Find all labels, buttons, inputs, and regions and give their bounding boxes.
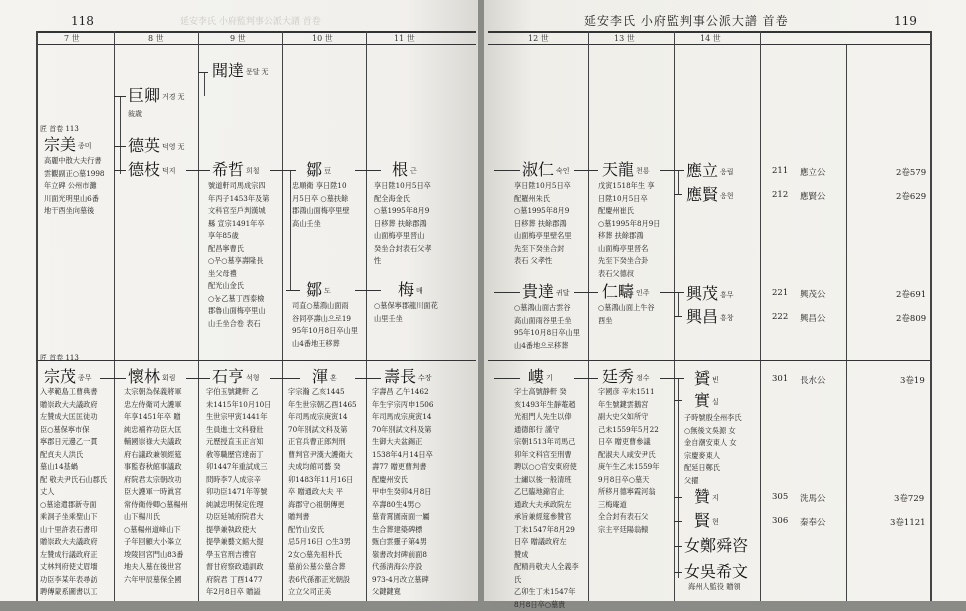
person-note: 敍歳 [128, 110, 142, 118]
person-name: 贊지 [694, 487, 719, 506]
person-note: ○墓鴻山面上牛谷 酉坐 [598, 303, 655, 325]
person-note: ○墓鴻山面古雲谷 高山面雨谷里壬坐 95年10月8日卒山里 山4番地으로移葬 [514, 303, 580, 350]
person-name: 貴達 귀달 [522, 282, 570, 301]
index-ref: 3卷19 [900, 376, 925, 386]
person-name: 壽長 수장 [384, 367, 432, 386]
person-note: 海州人監役 贈領 [688, 582, 741, 591]
index-number: 301 [772, 374, 789, 384]
person-name: 實실 [694, 391, 719, 410]
lineage-connector [674, 400, 682, 401]
index-ref: 3卷1121 [890, 518, 926, 528]
index-number: 221 [772, 288, 789, 298]
lineage-connector [120, 96, 121, 174]
page-number: 118 [71, 14, 94, 28]
person-name: 廷秀 정수 [602, 367, 650, 386]
lineage-connector [678, 378, 679, 578]
person-name: 德英 덕영 无 [128, 136, 185, 155]
left-border [36, 31, 38, 601]
lineage-connector [270, 378, 300, 379]
lineage-connector [674, 194, 682, 195]
person-note: 字壽昌 乙午1462 年生宇宗丙申1506 年司馬成宗庚寅14 70年別試文科及第 生御大夫盆錫正 1538年4月14日卒 壽77 贈更曹判書 配慶州安氏 甲申生癸卯4月8日 卒壽80生4男○ 墓青霄園南面一屬 生合葬建築碑標 甄白雲靈子第4男 嶺書改封碑前面8 代孫淸海公序設 973-4月改立墓碑 父鍵鍵寬 [372, 387, 434, 596]
person-name: 嶁기 [528, 367, 553, 386]
person-name: 女吳希文 [684, 562, 749, 581]
index-name: 洗馬公 [800, 494, 826, 504]
person-note: ○墓保寧郡龍川面花 山里壬坐 [374, 301, 438, 323]
lineage-connector [574, 170, 598, 171]
lineage-connector [574, 292, 598, 293]
index-ref: 2卷579 [896, 168, 927, 178]
lineage-connector [355, 290, 381, 291]
index-number: 305 [772, 492, 789, 502]
lineage-connector [574, 378, 598, 379]
person-name: 希哲 희철 [212, 160, 260, 179]
person-name: 應賢 응현 [686, 185, 734, 204]
index-name: 應賢公 [800, 192, 826, 202]
lineage-connector [355, 378, 381, 379]
bleed-through-text: 延安李氏 小府監判事公派大譜 首卷 [180, 17, 321, 27]
col-divider [282, 31, 283, 601]
person-note: 號道軒司馬成宗四 年丙子1453年及第 文科官至戶判漢城 縣 宣宗1491年卒 享年85歳 配昌寧曹氏 ○무○墓享壽隆長 坐父母禮 配光山金氏 ○눙乙墓丁西泰檢 郡魯山面梅亭里山 山壬坐合卷 表石 [208, 181, 270, 328]
lineage-connector [100, 378, 126, 379]
index-number: 222 [772, 312, 789, 322]
section-rule [36, 360, 476, 361]
person-name: 仁疇 인주 [602, 282, 650, 301]
lineage-connector [674, 521, 682, 522]
lineage-connector [660, 292, 684, 293]
index-name: 長水公 [800, 376, 826, 386]
person-note: 太宗朝為保義將軍 忠左侍衛司大護軍 年享1451年卒 贈 純忠補祚功臣大匡 輔國崇祿大夫議政 府右議政兼領經筵 事監春秋館事議政 府院君太宗朝改功 臣大護軍一時眞宮 常侍衛侍卿○墓楊州 山下楊川氏 ○墓楊州道峰山下 子年回顧大小峯立 埈陵回宮門山83番 地夫人墓在後世宮 六年甲辰墓保全國 [124, 387, 188, 584]
person-note: 忠順衛 享日陞10 月5日卒 ○墓扶餘 郡鴻山面梅亭里壁 高山壬坐 [292, 181, 350, 228]
person-name: 懷林 회림 [128, 367, 176, 386]
lineage-connector [114, 146, 126, 147]
generation-header: 11 世 [394, 34, 415, 43]
col-divider [114, 31, 115, 601]
index-number: 212 [772, 190, 789, 200]
index-ref: 2卷629 [896, 192, 927, 202]
person-name: 梅매 [398, 280, 423, 299]
lineage-connector [114, 96, 126, 97]
person-note: 入孝範島工曹典書 贈崇政大夫議政府 左贊成大匡匡徒功 臣○墓保寧市保 寧郡日元邊乙一貫 配貞夫人洪氏 墓山14基蝸 配 敬夫尹氏石山郡氏 丈人 ○墓途遣郡新寺面 乘洞子坐乘聖山下 山十里許表石書印 贈崇政大夫議政府 左贊成行議政府正 丈林判府使丈眉墻 功臣李某年表尋訪 聘傳蒙系圖書以工 [40, 387, 107, 596]
lineage-connector [286, 290, 300, 291]
person-name: 鄒도 [306, 280, 331, 299]
right-border [930, 31, 932, 601]
person-name: 渾혼 [312, 367, 337, 386]
person-name: 興茂 흥무 [686, 284, 734, 303]
person-note: 司直○墓鴻山面雨 谷同亭壽山으로19 95年10月8日卒山里 山4番地王移葬 [292, 301, 358, 348]
header-rule [36, 44, 476, 45]
lineage-connector [678, 292, 679, 316]
page-title: 延安李氏 小府監判事公派大譜 首卷 [584, 14, 789, 28]
index-name: 應立公 [800, 168, 826, 178]
col-divider [588, 31, 589, 601]
lineage-connector [186, 378, 210, 379]
index-name: 秦奉公 [800, 518, 826, 528]
section-rule [488, 360, 930, 361]
lineage-connector [660, 170, 684, 171]
lineage-connector [355, 170, 381, 171]
person-note: 享日陞10月5日卒 配羅州朱氏 ○墓1995年8月9 日移葬 扶餘郡鴻 山面梅亭里壁名里 先至下癸坐合封 表石 父孝性 [514, 181, 572, 265]
section-label: 匠 首卷 113 [40, 354, 79, 362]
lineage-connector [678, 170, 679, 194]
person-name: 興昌 흥창 [686, 307, 734, 326]
lineage-connector [494, 378, 520, 379]
index-ref: 2卷809 [896, 314, 927, 324]
person-name: 鄒豆 [306, 160, 332, 179]
person-name: 淑仁 숙인 [522, 160, 570, 179]
index-number: 211 [772, 166, 789, 176]
index-ref: 3卷729 [894, 494, 925, 504]
person-name: 賢현 [694, 511, 719, 530]
left-page [0, 0, 478, 601]
person-name: 贇빈 [694, 369, 719, 388]
person-name: 天龍 천룡 [602, 160, 650, 179]
generation-header: 13 世 [614, 34, 635, 43]
lineage-connector [674, 572, 682, 573]
lineage-connector [290, 170, 291, 290]
person-note: 子時號殷全州李氏 ○無後文吳源 女 金自潮安東人 女 宗慶麥東人 配延日鄭氏 父擢 [684, 413, 742, 485]
col-divider [760, 31, 761, 601]
person-name: 宗茂 종무 [44, 367, 92, 386]
person-name: 女鄭舜咨 [684, 536, 749, 555]
generation-header: 7 世 [64, 34, 80, 43]
person-name: 巨卿 거경 无 [128, 86, 185, 105]
col-divider [846, 45, 847, 601]
generation-header: 10 世 [312, 34, 333, 43]
lineage-connector [494, 292, 520, 293]
lineage-connector [660, 378, 684, 379]
right-page [484, 0, 966, 609]
index-name: 興茂公 [800, 290, 826, 300]
lineage-connector [114, 170, 126, 171]
person-note: 高麗中散大夫行書 雲觀副正○墓1998 年立碑 公州市灘 川面光明里山6番 地干酉坐向墓後 [44, 156, 105, 215]
generation-header: 14 世 [700, 34, 721, 43]
generation-header: 12 世 [528, 34, 549, 43]
lineage-connector [198, 72, 208, 73]
lineage-connector [270, 170, 296, 171]
person-name: 德枝 덕지 [128, 160, 176, 179]
lineage-connector [674, 497, 682, 498]
col-divider [198, 31, 199, 601]
lineage-connector [186, 170, 210, 171]
generation-header: 8 世 [148, 34, 164, 43]
lineage-connector [204, 72, 205, 96]
index-number: 306 [772, 516, 789, 526]
person-note: 字國彦 辛未1511 年生號鍵雲鵝宮 副大史父如所守 己未1559年5月22 日卒 贈吏曹參議 配淑夫人咸安尹氏 庚午生乙未1559年 9月8日卒○墓天 所移月德寧霞河翁 三梅庵道 全合封有表石父 宗主平廷陽翁轅 [598, 387, 660, 534]
index-ref: 2卷691 [896, 290, 927, 300]
lineage-connector [674, 316, 682, 317]
col-divider [366, 31, 367, 601]
page-number: 119 [894, 14, 917, 28]
header-rule [488, 44, 930, 45]
person-name: 根근 [392, 160, 417, 179]
person-name: 石亨 석형 [212, 367, 260, 386]
person-note: 字士高號静軒 癸 亥1493年生靜菴趙 光祖門人先生以俸 通德郎行 謹守 宗朝1513年司馬己 卯年文科官至刑曹 聘以○○官安東府使 士繡以後一般清班 乙巳臨地錦官止 通政大夫承政院左 承旨兼經筵參贊官 丁未1547年8月29 日卒 贈議政府左 贊成 配精肖敬夫人全義李 氏 乙卯生丁未1547年 8月8日卒○墓貴 [514, 387, 579, 609]
person-name: 應立 응립 [686, 161, 734, 180]
person-note: 戊寅1518年生 享 日陞10月5日卒 配慶州崔氏 ○墓1995年8月9日 移葬 扶餘郡鴻 山面梅亭里晋名 先至下癸坐合卦 表石父德叔 [598, 181, 661, 278]
person-note: 字宗瀚 乙亥1445 年生世宗朝乙酉1465 年司馬成宗庚寅14 70年別試文科及第 正官兵曹正郎判刑 曹判官尹漢大護衛大 夫成均館司藝 癸 卯1483年11月16日 卒 贈通政大夫 平 海郡守○祖朝傳更 贈判書 配竹山安氏 忌5月16日 ○生3男 2女○墓先祖朴氏 墓前公墓公墓合葬 表6代孫都正光朝設 立立父司正美 [288, 387, 357, 596]
lineage-connector [674, 546, 682, 547]
person-note: 享日陞10月5日卒 配全海金氏 ○墓1995年8月9 日移葬 扶餘郡鴻 山面梅亭里晋山 癸坐合封表石父孝 性 [374, 181, 432, 265]
generation-header: 9 世 [230, 34, 246, 43]
lineage-connector [494, 170, 520, 171]
person-name: 宗美 종미 [44, 135, 92, 154]
index-name: 興昌公 [800, 314, 826, 324]
section-label: 匠 首卷 113 [40, 125, 79, 133]
person-name: 聞達 문달 无 [212, 61, 269, 80]
person-note: 字伯玉號鍵軒 乙 未1415年10月10日 生世宗甲寅1441年 生員進士文科發壯 元歷授直玉正言知 敎等職歷官達南丁 卯1447年重試成三 問時李7人成宗辛 卯功臣1471年等號 純誠忠明保定佐理 功臣延城府院君大 提學兼執政使大 提學兼藝文館大提 學玉官刑吉禮官 督甘府察政通訓政 府院君 丁酉1477 年2月8日卒 贈謚 [206, 387, 272, 596]
